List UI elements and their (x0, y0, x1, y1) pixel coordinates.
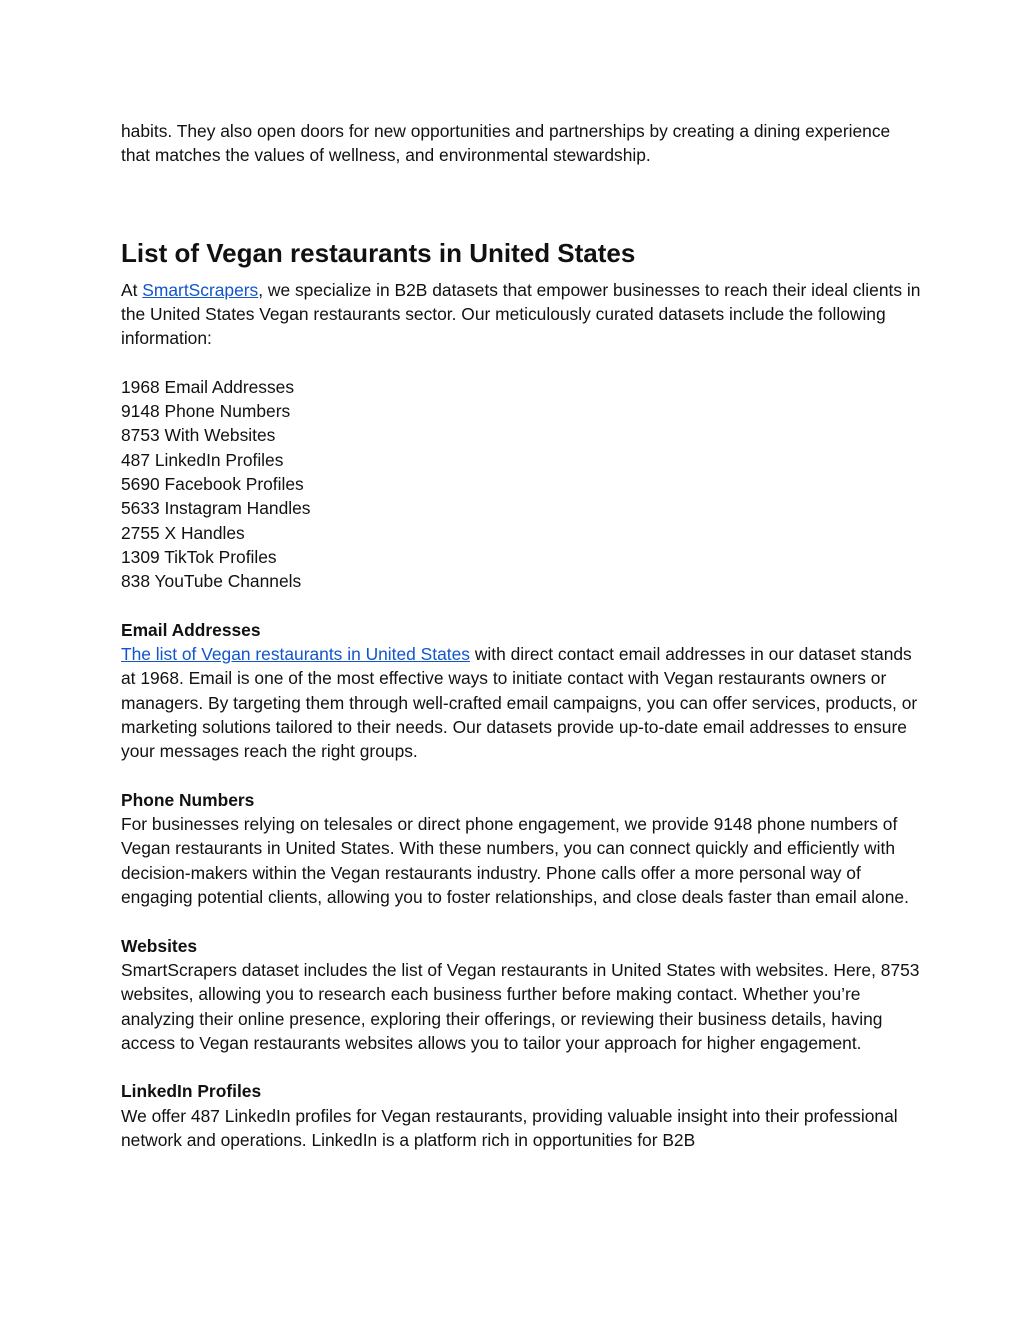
stat-item-instagram: 5633 Instagram Handles (121, 498, 311, 519)
stats-list (121, 375, 921, 594)
section-body-websites: SmartScrapers dataset includes the list of Vegan restaurants in United States with websites. Here, 8753 websites, allowing you to research each business further before making contact. Whether you’re analyzing their online presence, exploring their offerings, or reviewing their business details, having access to Vegan restaurants websites allows you to tailor your approach for higher engagement. (121, 959, 920, 1053)
section-body-phone: For businesses relying on telesales or direct phone engagement, we provide 9148 phone numbers of Vegan restaurants in United States. With these numbers, you can connect quickly and efficiently with decision-makers within the Vegan restaurants industry. Phone calls offer a more personal way of engaging potential clients, allowing you to foster relationships, and close deals faster than email alone. (121, 814, 909, 908)
smartscrapers-link[interactable]: SmartScrapers (142, 279, 259, 300)
section-heading-linkedin: LinkedIn Profiles (121, 1081, 262, 1102)
lead-prefix: At (121, 279, 143, 300)
intro-paragraph: habits. They also open doors for new opportunities and partnerships by creating a dining experience that matches the values of wellness, and environmental stewardship. (121, 121, 891, 166)
page-title: List of Vegan restaurants in United States (121, 237, 636, 268)
section-text-email: with direct contact email addresses in our dataset stands at 1968. Email is one of the most effective ways to initiate contact with Vegan restaurants owners or managers. By targeting them through well-crafted email campaigns, you can offer services, products, or marketing solutions tailored to their needs. Our datasets provide up-to-date email addresses to ensure your messages reach the right groups. (121, 644, 918, 762)
vegan-list-link[interactable]: The list of Vegan restaurants in United States (121, 644, 470, 665)
section-email (121, 618, 921, 764)
section-body-linkedin: We offer 487 LinkedIn profiles for Vegan restaurants, providing valuable insight into their professional network and operations. LinkedIn is a platform rich in opportunities for B2B (121, 1105, 898, 1150)
section-phone (121, 788, 921, 909)
stat-item-youtube: 838 YouTube Channels (121, 571, 302, 592)
stat-item-websites: 8753 With Websites (121, 425, 276, 446)
section-websites (121, 934, 921, 1055)
stat-item-phone: 9148 Phone Numbers (121, 401, 291, 422)
section-body-email (121, 642, 921, 763)
section-heading-email: Email Addresses (121, 619, 261, 640)
stat-item-email: 1968 Email Addresses (121, 376, 295, 397)
document-page (121, 119, 921, 1152)
section-linkedin (121, 1079, 921, 1152)
lead-suffix: , we specialize in B2B datasets that empower businesses to reach their ideal clients in the United States Vegan restaurants sector. Our meticulously curated datasets include the following information: (121, 279, 921, 349)
lead-paragraph (121, 278, 921, 351)
section-heading-websites: Websites (121, 935, 198, 956)
stat-item-tiktok: 1309 TikTok Profiles (121, 546, 277, 567)
stat-item-x: 2755 X Handles (121, 522, 245, 543)
stat-item-linkedin: 487 LinkedIn Profiles (121, 449, 284, 470)
section-heading-phone: Phone Numbers (121, 789, 255, 810)
stat-item-facebook: 5690 Facebook Profiles (121, 473, 304, 494)
